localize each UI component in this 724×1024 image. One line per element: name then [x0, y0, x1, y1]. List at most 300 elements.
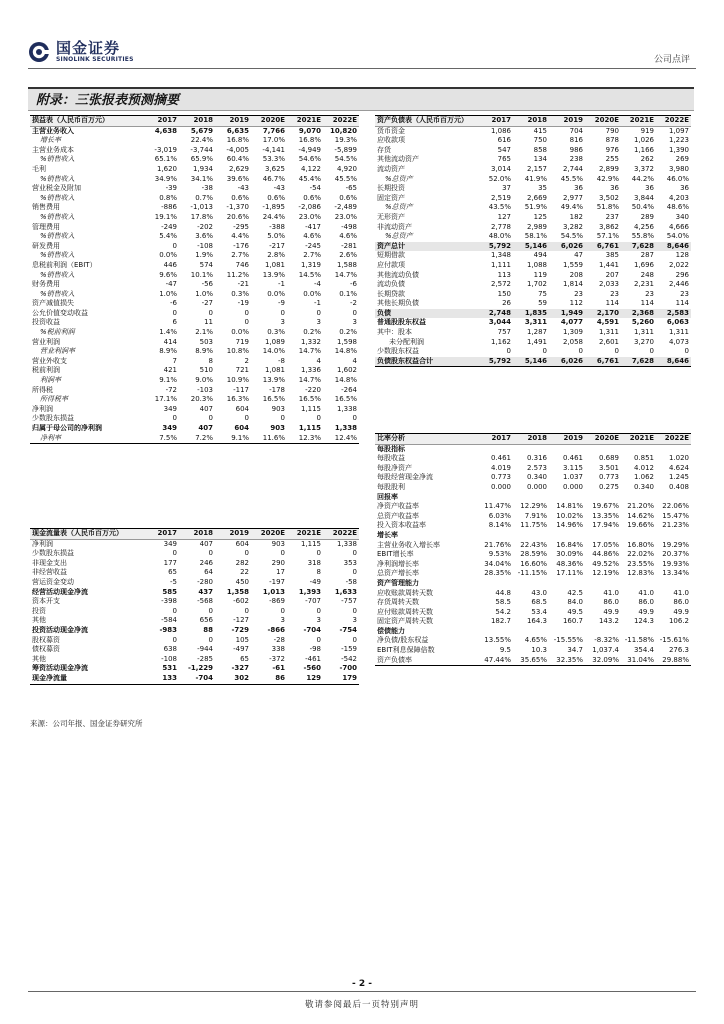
table-row	[375, 512, 691, 522]
row-value: 160.7	[562, 617, 583, 626]
row-value	[142, 136, 179, 146]
row-value: 385	[605, 251, 619, 260]
row-value: 9.1%	[159, 376, 177, 385]
row-label: 其他	[32, 654, 46, 663]
row-value	[585, 627, 621, 637]
row-value: 17.94%	[592, 521, 619, 530]
row-value: 10.02%	[556, 511, 583, 520]
row-value: 29.88%	[656, 656, 691, 666]
row-label: 营运资金变动	[32, 577, 74, 586]
row-value: 858	[533, 145, 547, 154]
row-value: 43.5%	[488, 203, 511, 212]
row-value: 44.8	[495, 588, 511, 597]
row-value: 585	[162, 587, 177, 596]
row-value: 143.2	[598, 617, 619, 626]
table-row	[30, 588, 359, 598]
row-label: 应付账款周转天数	[377, 607, 433, 616]
row-value: 1,309	[562, 328, 583, 337]
row-value: -757	[341, 597, 357, 606]
row-label: 销售费用	[32, 203, 60, 212]
row-value: 23.0%	[298, 212, 321, 221]
row-value: 2.573	[526, 463, 547, 472]
row-value: 19.3%	[334, 136, 357, 145]
row-value: 49.4%	[560, 203, 583, 212]
row-value	[477, 493, 513, 503]
row-label: 每股经营现金净流	[377, 473, 433, 482]
row-value: 42.9%	[596, 174, 619, 183]
row-value: 23	[645, 289, 654, 298]
table-row	[375, 290, 691, 300]
row-value: -43	[273, 184, 285, 193]
row-value: 2,157	[526, 164, 547, 173]
row-label: 净利率	[30, 434, 142, 444]
row-value: 248	[640, 270, 654, 279]
table-row	[30, 405, 359, 415]
row-label: 负债股东权益合计	[375, 357, 477, 367]
row-value: 0	[280, 308, 285, 317]
row-value: 1,491	[526, 337, 547, 346]
row-value: 0	[172, 241, 177, 250]
row-value: 0.6%	[267, 193, 285, 202]
row-value: 4.4%	[231, 232, 249, 241]
row-label: 应收账款周转天数	[377, 588, 433, 597]
row-value: 5,792	[477, 357, 513, 367]
row-value: -72	[165, 385, 177, 394]
row-value: 60.4%	[226, 155, 249, 164]
row-label: 存货	[377, 145, 391, 154]
year-header: 2019	[215, 116, 251, 127]
row-value: -3,019	[154, 145, 177, 154]
row-value: 0	[352, 635, 357, 644]
row-value: 340	[675, 212, 689, 221]
row-value: 0.2%	[303, 328, 321, 337]
row-value: 1.0%	[159, 289, 177, 298]
row-value: 26	[502, 299, 511, 308]
row-value: 6,761	[585, 357, 621, 367]
row-value: 0.773	[598, 473, 619, 482]
row-value: 2,368	[621, 309, 656, 319]
row-value: -2	[350, 299, 357, 308]
row-value: 2.6%	[339, 251, 357, 260]
row-value: 34.1%	[190, 174, 213, 183]
row-value: 51.9%	[524, 203, 547, 212]
table-row	[30, 559, 359, 569]
table-row	[30, 607, 359, 617]
row-value: 13.9%	[262, 376, 285, 385]
row-value: 0	[614, 347, 619, 356]
row-value: 124.3	[633, 617, 654, 626]
row-value	[549, 531, 585, 541]
row-value: 35	[538, 184, 547, 193]
row-value: 282	[235, 558, 249, 567]
table-row	[375, 454, 691, 464]
table-row	[30, 251, 359, 261]
row-value: 1,086	[490, 126, 511, 135]
row-value: 8,646	[656, 242, 691, 252]
row-value: 2,977	[562, 193, 583, 202]
row-value: 3,311	[524, 318, 547, 327]
row-value: 1,588	[336, 260, 357, 269]
table-row	[375, 646, 691, 656]
year-header: 2021E	[287, 116, 323, 127]
row-value: -58	[345, 577, 357, 586]
table-row	[375, 357, 691, 367]
row-value: 903	[271, 539, 285, 548]
row-value: -117	[233, 385, 249, 394]
header-divider	[28, 68, 696, 69]
table-row	[30, 539, 359, 549]
row-value: 1,358	[226, 587, 249, 596]
table-row	[30, 136, 359, 146]
row-value: 127	[497, 212, 511, 221]
row-value: -38	[201, 184, 213, 193]
table-row	[375, 589, 691, 599]
row-value: -3,744	[190, 145, 213, 154]
row-value: 1,338	[336, 404, 357, 413]
row-value: 0	[208, 606, 213, 615]
row-label: 回报率	[377, 492, 398, 501]
row-value: 4,638	[154, 126, 177, 135]
year-header: 2020E	[251, 529, 287, 540]
row-value: 129	[287, 674, 323, 684]
row-value: 0	[208, 549, 213, 558]
row-value: 3	[280, 318, 285, 327]
row-value: 0	[208, 635, 213, 644]
row-value: 45.4%	[298, 174, 321, 183]
table-row	[375, 126, 691, 136]
row-value: 1,081	[264, 366, 285, 375]
table-header-row	[30, 116, 359, 127]
row-value: 3	[352, 616, 357, 625]
row-value: -4	[314, 280, 321, 289]
row-label: 归属于母公司的净利润	[32, 424, 102, 432]
table-row	[30, 280, 359, 290]
row-value: 23.0%	[334, 212, 357, 221]
row-label: 所得税	[32, 385, 53, 394]
row-value: 5.0%	[267, 232, 285, 241]
row-value: 446	[163, 260, 177, 269]
row-label: 债权募资	[32, 645, 60, 654]
row-value: 34.04%	[484, 559, 511, 568]
table-row	[30, 328, 359, 338]
row-value: 318	[307, 558, 321, 567]
row-value: 11.47%	[484, 502, 511, 511]
row-value: 1,949	[549, 309, 585, 319]
row-value: 54.5%	[560, 232, 583, 241]
row-value: 5,260	[631, 318, 654, 327]
row-value: -280	[197, 577, 213, 586]
row-value: 1.9%	[195, 251, 213, 260]
row-value: 58.5	[495, 598, 511, 607]
row-value: 8.9%	[195, 347, 213, 356]
row-value: 134	[533, 155, 547, 164]
row-value: 0.3%	[231, 289, 249, 298]
table-row	[30, 626, 359, 636]
row-value: 49.5	[567, 607, 583, 616]
table-row	[30, 645, 359, 655]
row-value	[656, 579, 691, 589]
row-label: 净利润增长率	[377, 559, 419, 568]
row-value	[513, 579, 549, 589]
row-label: 营业利润率	[40, 347, 75, 356]
row-label: 资产减值损失	[32, 299, 74, 308]
row-value: 289	[640, 212, 654, 221]
row-value: -542	[341, 654, 357, 663]
row-label: 短期借款	[377, 251, 405, 260]
row-value: 113	[497, 270, 511, 279]
row-value: 14.96%	[556, 521, 583, 530]
row-value: 12.83%	[627, 569, 654, 578]
row-value: 1,115	[300, 404, 321, 413]
row-value: 119	[533, 270, 547, 279]
row-label: 货币资金	[377, 126, 405, 135]
row-value: 68.5	[531, 598, 547, 607]
table-row	[375, 280, 691, 290]
row-value: 37	[502, 184, 511, 193]
row-value: 0.3%	[267, 328, 285, 337]
row-value: 0	[352, 606, 357, 615]
table-row	[30, 395, 359, 405]
row-value: 0.408	[668, 482, 689, 491]
row-label: 应收款项	[377, 136, 405, 145]
row-value: 16.80%	[627, 540, 654, 549]
table-row	[30, 655, 359, 665]
table-row	[375, 636, 691, 646]
table-row	[30, 338, 359, 348]
row-value: -707	[305, 597, 321, 606]
row-value: 4.6%	[303, 232, 321, 241]
row-value: 1,696	[633, 260, 654, 269]
row-value: -249	[161, 222, 177, 231]
row-label: 少数股东损益	[32, 549, 74, 558]
year-header: 2018	[513, 116, 549, 127]
row-value: -281	[341, 241, 357, 250]
table-row	[375, 261, 691, 271]
row-value: 41.0	[673, 588, 689, 597]
table-header-row	[375, 434, 691, 445]
table-row	[375, 464, 691, 474]
row-value: 353	[343, 558, 357, 567]
row-value: 20.37%	[662, 550, 689, 559]
row-value: 5,146	[513, 357, 549, 367]
table-row	[30, 184, 359, 194]
row-value: 903	[271, 404, 285, 413]
row-value: -388	[269, 222, 285, 231]
row-value: 0	[244, 549, 249, 558]
table-row	[30, 126, 359, 136]
row-value: 0	[352, 568, 357, 577]
row-value: -327	[231, 664, 249, 673]
row-value: 39.6%	[226, 174, 249, 183]
row-value: -869	[269, 597, 285, 606]
table-row	[30, 271, 359, 281]
row-value: 8	[208, 356, 213, 365]
row-value: 20.3%	[190, 395, 213, 404]
page-number: - 2 -	[352, 979, 372, 989]
table-row	[375, 223, 691, 233]
table-row	[375, 309, 691, 319]
row-value: -54	[309, 184, 321, 193]
row-value	[549, 444, 585, 454]
row-value: 2,989	[526, 222, 547, 231]
row-value: 47	[574, 251, 583, 260]
row-label: 利润率	[40, 376, 61, 385]
row-value: 1,332	[300, 337, 321, 346]
row-value: 4,122	[300, 164, 321, 173]
row-value: 9.5	[499, 646, 511, 655]
table-row	[30, 414, 359, 424]
row-value: -2,086	[298, 203, 321, 212]
row-value: 17	[276, 568, 285, 577]
row-value: 41.0	[638, 588, 654, 597]
row-value: -56	[201, 280, 213, 289]
row-value	[513, 627, 549, 637]
row-label: 负债	[375, 309, 477, 319]
row-value: 75	[538, 289, 547, 298]
row-value: 0	[172, 414, 177, 423]
row-value: 0	[649, 347, 654, 356]
row-value: 4	[352, 356, 357, 365]
row-value: 19.1%	[154, 212, 177, 221]
row-label: 净负债/股东权益	[377, 636, 429, 645]
row-value: 1,115	[300, 539, 321, 548]
row-value: -127	[233, 616, 249, 625]
row-value: 19.93%	[662, 559, 689, 568]
row-value: -1	[314, 299, 321, 308]
row-value: -295	[233, 222, 249, 231]
row-value: 13.35%	[592, 511, 619, 520]
row-value: 547	[497, 145, 511, 154]
row-value: 16.60%	[520, 559, 547, 568]
table-title: 现金流量表（人民币百万元）	[30, 529, 142, 540]
row-value: 10,820	[329, 126, 357, 135]
row-value: 6.03%	[488, 511, 511, 520]
row-value: 13.55%	[484, 636, 511, 645]
row-value: 296	[675, 270, 689, 279]
row-value: -8.32%	[594, 636, 619, 645]
row-value: 0.689	[598, 454, 619, 463]
row-value: 59	[538, 299, 547, 308]
row-value: 45.5%	[334, 174, 357, 183]
year-header: 2022E	[323, 116, 359, 127]
row-value: 182.7	[490, 617, 511, 626]
row-value: 3,862	[598, 222, 619, 231]
row-label: EBIT利息保障倍数	[377, 646, 435, 655]
row-value: 65	[240, 654, 249, 663]
row-value: 22.43%	[520, 540, 547, 549]
row-value: -497	[233, 645, 249, 654]
row-label: 营业利润	[32, 337, 60, 346]
row-value: 0	[542, 347, 547, 356]
row-value: 7.91%	[524, 511, 547, 520]
row-value: 1,319	[300, 260, 321, 269]
row-value: 494	[533, 251, 547, 260]
row-value: 114	[605, 299, 619, 308]
row-value: 14.7%	[334, 270, 357, 279]
row-value: 2,601	[598, 337, 619, 346]
table-row	[30, 357, 359, 367]
row-value: 16.5%	[262, 395, 285, 404]
row-value: -1,229	[187, 664, 213, 673]
table-row	[375, 550, 691, 560]
row-label: 每股收益	[377, 454, 405, 463]
row-value: 4.012	[633, 463, 654, 472]
row-value: 2,519	[490, 193, 511, 202]
row-label: %销售收入	[40, 193, 75, 202]
row-value: -704	[303, 625, 321, 634]
row-value: 2,022	[668, 260, 689, 269]
year-header: 2020E	[585, 116, 621, 127]
row-value: 13.9%	[262, 270, 285, 279]
row-value: 44.2%	[631, 174, 654, 183]
year-header: 2020E	[251, 116, 287, 127]
row-label: 其他流动负债	[377, 270, 419, 279]
row-value: 421	[163, 366, 177, 375]
row-value	[585, 579, 621, 589]
table-row	[30, 568, 359, 578]
row-value: -217	[269, 241, 285, 250]
row-value: 1,702	[526, 280, 547, 289]
table-row	[30, 664, 359, 674]
row-value: 22.06%	[662, 502, 689, 511]
row-value: 54.2	[495, 607, 511, 616]
row-value: 750	[533, 136, 547, 145]
table-row	[30, 309, 359, 319]
row-value: 816	[569, 136, 583, 145]
table-row	[375, 318, 691, 328]
year-header: 2017	[142, 116, 179, 127]
row-label: %总资产	[385, 203, 413, 212]
row-value: 3,044	[488, 318, 511, 327]
row-value: 1,390	[668, 145, 689, 154]
row-value: -5,899	[334, 145, 357, 154]
row-label: 投资收益	[32, 318, 60, 327]
row-value: 3	[280, 616, 285, 625]
row-value	[585, 531, 621, 541]
row-value: -39	[165, 184, 177, 193]
row-value: 17.11%	[556, 569, 583, 578]
row-value: 0	[316, 414, 321, 423]
row-label: 毛利	[32, 164, 46, 173]
row-value: -108	[197, 241, 213, 250]
row-value: -103	[197, 385, 213, 394]
row-value: 0.6%	[231, 193, 249, 202]
row-value: 4,077	[560, 318, 583, 327]
row-value: 177	[163, 558, 177, 567]
row-value: 4,591	[596, 318, 619, 327]
row-value: 12.29%	[520, 502, 547, 511]
row-value	[549, 579, 585, 589]
ratio-analysis-table	[375, 433, 691, 666]
row-value: 0	[280, 549, 285, 558]
row-value: 1,223	[668, 136, 689, 145]
year-header: 2018	[179, 529, 215, 540]
row-value: 16.3%	[226, 395, 249, 404]
row-value: 14.7%	[298, 376, 321, 385]
row-value: 21.20%	[627, 502, 654, 511]
row-value: 531	[162, 664, 177, 673]
row-value: 2,748	[477, 309, 513, 319]
row-value: 2,572	[490, 280, 511, 289]
row-value: 0.0%	[159, 251, 177, 260]
row-value: 12.19%	[592, 569, 619, 578]
table-row	[30, 155, 359, 165]
row-value: 58.1%	[524, 232, 547, 241]
row-value: 0	[244, 414, 249, 423]
row-value: -19	[237, 299, 249, 308]
row-value: -2,489	[334, 203, 357, 212]
table-row	[375, 656, 691, 666]
